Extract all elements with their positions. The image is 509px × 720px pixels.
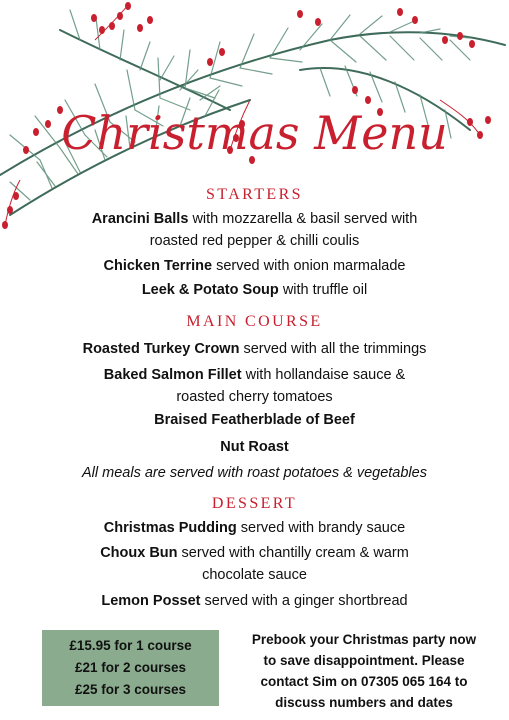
dish-description: served with all the trimmings [243,341,427,357]
menu-item-arancini [40,208,469,252]
dish-description-cont: chocolate sauce [202,567,307,583]
prebook-line: contact Sim on 07305 065 164 to [260,674,468,689]
prebook-notice [232,629,496,713]
dish-description: with hollandaise sauce & [245,367,406,383]
dish-description: served with chantilly cream & warm [181,545,409,561]
dish-description: served with brandy sauce [240,520,406,536]
prebook-line: Prebook your Christmas party now [251,632,477,647]
starters-heading: STARTERS [206,186,303,203]
dish-description-cont: roasted cherry tomatoes [176,389,333,405]
dish-description: with mozzarella & basil served with [192,211,418,227]
dish-name: Leek & Potato Soup [141,282,279,298]
menu-title: Christmas Menu [61,106,448,160]
price-1-course: £15.95 for 1 course [69,638,192,653]
dish-name: Choux Bun [100,545,178,561]
dish-name: Arancini Balls [91,211,189,227]
menu-item-christmas-pudding [40,517,469,539]
dish-description: served with onion marmalade [216,258,406,274]
menu-item-chicken-terrine [40,255,469,277]
price-box [42,630,219,706]
dish-name: Christmas Pudding [103,520,237,536]
dish-name: Braised Featherblade of Beef [154,412,355,428]
menu-item-choux-bun [40,542,469,586]
dish-name: Baked Salmon Fillet [103,367,242,383]
dish-name: Lemon Posset [101,593,201,609]
dish-name: Roasted Turkey Crown [82,341,240,357]
price-2-courses: £21 for 2 courses [74,660,187,675]
dish-description-cont: roasted red pepper & chilli coulis [149,233,360,249]
dish-description: with truffle oil [282,282,368,298]
price-3-courses: £25 for 3 courses [74,682,187,697]
dish-name: Nut Roast [220,439,289,455]
menu-item-nut-roast [40,436,469,458]
prebook-line: to save disappointment. Please [263,653,465,668]
main-course-note: All meals are served with roast potatoes & vegetables [82,465,427,481]
menu-item-featherblade-beef [40,409,469,431]
dish-description: served with a ginger shortbread [204,593,408,609]
menu-item-turkey-crown [40,338,469,360]
dessert-heading: DESSERT [211,495,298,512]
menu-item-salmon-fillet [40,364,469,408]
dish-name: Chicken Terrine [103,258,213,274]
main-course-heading: MAIN COURSE [186,313,323,330]
menu-item-leek-potato-soup [40,279,469,301]
menu-item-lemon-posset [40,590,469,612]
prebook-line: discuss numbers and dates [275,695,453,710]
